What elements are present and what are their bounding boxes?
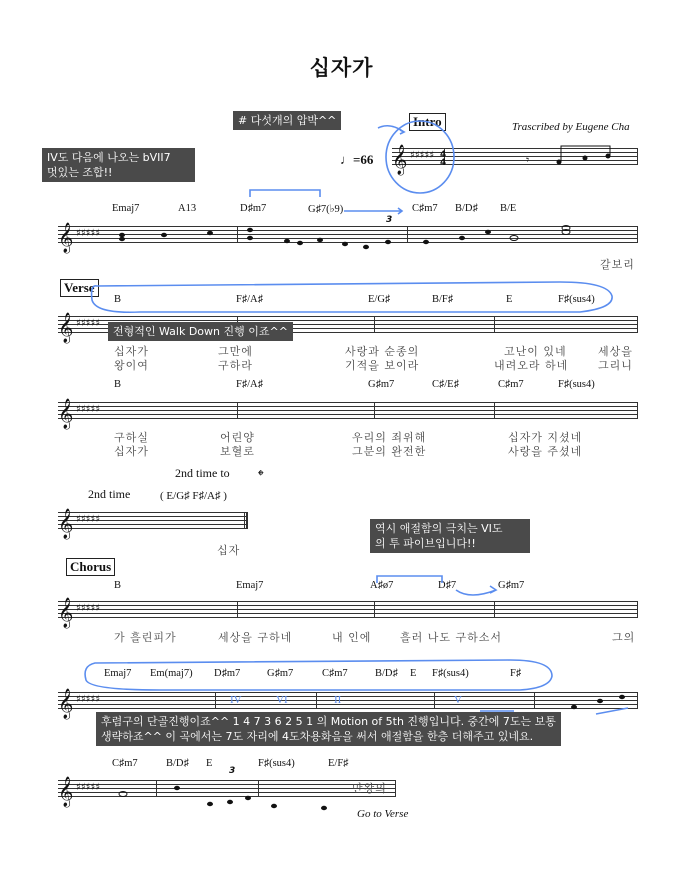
chord: C♯m7 (498, 379, 524, 390)
lyric: 보혈로 (220, 445, 255, 458)
lyric: 어린양 (220, 431, 255, 444)
annotation-pentatonic: # 다섯개의 압박^^ (233, 111, 341, 130)
chord: C♯/E♯ (432, 379, 459, 390)
transcriber-credit: Trascribed by Eugene Cha (512, 121, 630, 133)
lyric: 세상을 구하네 (218, 631, 293, 644)
chord: F♯/A♯ (236, 379, 263, 390)
chord: C♯m7 (412, 203, 438, 214)
treble-clef-icon: 𝄞 (58, 689, 74, 719)
lyric: 왕이여 (114, 359, 149, 372)
chord: F♯/A♯ (236, 294, 263, 305)
lyric: 그만에 (218, 345, 253, 358)
lyric: 그분의 완전한 (352, 445, 427, 458)
chord: B (114, 379, 122, 390)
highlight-arrow (344, 208, 402, 214)
lyric: 구하라 (218, 359, 253, 372)
highlight-arrow (456, 586, 496, 595)
chord: D♯m7 (214, 668, 241, 679)
chord: B (114, 580, 122, 591)
lyric: 갈보리 (600, 258, 635, 271)
chord: D♯m7 (240, 203, 267, 214)
treble-clef-icon: 𝄞 (58, 399, 74, 429)
highlight-bracket (377, 576, 442, 583)
key-signature-icon: ♯♯♯♯♯ (76, 514, 101, 525)
lyric: 내 인에 (332, 631, 372, 644)
go-to-verse: Go to Verse (357, 808, 409, 820)
key-signature-icon: ♯♯♯♯♯ (410, 150, 435, 161)
key-signature-icon: ♯♯♯♯♯ (76, 694, 101, 705)
highlight-arrow (378, 126, 404, 132)
treble-clef-icon: 𝄞 (58, 223, 74, 253)
lyric: 사랑을 주셨네 (508, 445, 583, 458)
treble-clef-icon: 𝄞 (58, 598, 74, 628)
chord: G♯m7 (498, 580, 525, 591)
verse-label: Verse (60, 279, 99, 297)
notehead-icon (119, 226, 570, 250)
chord: E (506, 294, 513, 305)
coda-icon: 𝄌 (258, 466, 264, 485)
chord: Em(maj7) (150, 668, 193, 679)
key-signature-icon: ♯♯♯♯♯ (76, 228, 101, 239)
second-time-coda: 2nd time to (175, 466, 230, 480)
lyric: 십자 (217, 544, 241, 557)
chord: Emaj7 (112, 203, 140, 214)
chord: D♯7 (438, 580, 457, 591)
second-time-chords: ( E/G♯ F♯/A♯ ) (160, 490, 227, 502)
highlight-bracket (250, 190, 320, 197)
lyric: 그의 (612, 631, 636, 644)
notehead-icon (119, 695, 625, 810)
lyric: 기적을 보이라 (345, 359, 420, 372)
chord: B/D♯ (375, 668, 398, 679)
chorus-label: Chorus (66, 558, 115, 576)
svg-text:3: 3 (229, 766, 236, 776)
chord: G♯m7 (368, 379, 395, 390)
key-signature-icon: ♯♯♯♯♯ (76, 404, 101, 415)
chord: E/F♯ (328, 758, 349, 769)
second-time-label: 2nd time (88, 487, 131, 501)
annotation-walkdown: 전형적인 Walk Down 진행 이죠^^ (108, 322, 293, 341)
lyric: 십자가 지셨네 (508, 431, 583, 444)
time-signature-icon: 4 (440, 158, 447, 168)
chord: F♯(sus4) (558, 379, 595, 390)
key-signature-icon: ♯♯♯♯♯ (76, 603, 101, 614)
chord: E (410, 668, 417, 679)
annotation-chorus-progression: 후렴구의 단골진행이죠^^ 1 4 7 3 6 2 5 1 의 Motion of 5th 진행입니다. 중간에 7도는 보통 생략하죠^^ 이 곡에서는 7도 자리에 4도차용화음을 써서 애절함을 한층 더해주고 있네요. (96, 712, 561, 746)
song-title: 십자가 (309, 56, 374, 80)
annotation-bvii7: IV도 다음에 나오는 bVII7 멋있는 조합!! (42, 148, 195, 182)
chord: F♯ (510, 668, 522, 679)
chord: E/G♯ (368, 294, 391, 305)
intro-label: Intro (409, 113, 446, 131)
key-signature-icon: ♯♯♯♯♯ (76, 318, 101, 329)
chord: C♯m7 (112, 758, 138, 769)
lyric: 가 흘린피가 (114, 631, 177, 644)
treble-clef-icon: 𝄞 (58, 777, 74, 807)
chord: F♯(sus4) (558, 294, 595, 305)
lyric: 내려오라 하네 (494, 359, 569, 372)
lyric: 사랑과 순종의 (345, 345, 420, 358)
roman-numeral: VI (276, 694, 288, 706)
chord: F♯(sus4) (258, 758, 295, 769)
chord: B (114, 294, 122, 305)
lyric: 흘러 나도 구하소서 (400, 631, 503, 644)
lyric: 만왕의 (352, 782, 387, 795)
chord: A13 (178, 203, 197, 214)
chord: C♯m7 (322, 668, 348, 679)
chord: Emaj7 (104, 668, 132, 679)
lyric: 우리의 죄위해 (352, 431, 427, 444)
time-signature-icon: 4 (440, 150, 447, 160)
svg-text:3: 3 (386, 215, 393, 225)
chord: B/E (500, 203, 517, 214)
lyric: 세상을 (598, 345, 633, 358)
chord: F♯(sus4) (432, 668, 469, 679)
note-icon (583, 156, 588, 161)
key-signature-icon: ♯♯♯♯♯ (76, 782, 101, 793)
annotation-vi: 역시 애절함의 극치는 VI도 의 투 파이브입니다!! (370, 519, 530, 553)
rest-icon: 𝄾 (526, 153, 530, 167)
treble-clef-icon: 𝄞 (392, 145, 408, 175)
lyric: 십자가 (114, 445, 149, 458)
chord: A♯ø7 (370, 580, 394, 591)
tempo-marking: ♩=66 (340, 152, 374, 167)
chord: Emaj7 (236, 580, 264, 591)
highlight-chorus-ellipse (85, 660, 552, 690)
lyric: 십자가 (114, 345, 149, 358)
chord: B/F♯ (432, 294, 454, 305)
roman-numeral: IV (230, 694, 242, 706)
treble-clef-icon: 𝄞 (58, 313, 74, 343)
lyric: 그리니 (598, 359, 633, 372)
chord: G♯7(♭9) (308, 204, 344, 215)
roman-numeral: II (334, 694, 342, 706)
lyric: 고난이 있네 (504, 345, 567, 358)
highlight-verse-ellipse (92, 282, 613, 312)
roman-numeral: V (454, 694, 462, 706)
chord: G♯m7 (267, 668, 294, 679)
lyric: 구하실 (114, 431, 149, 444)
chord: E (206, 758, 213, 769)
treble-clef-icon: 𝄞 (58, 509, 74, 539)
chord: B/D♯ (455, 203, 478, 214)
chord: B/D♯ (166, 758, 189, 769)
